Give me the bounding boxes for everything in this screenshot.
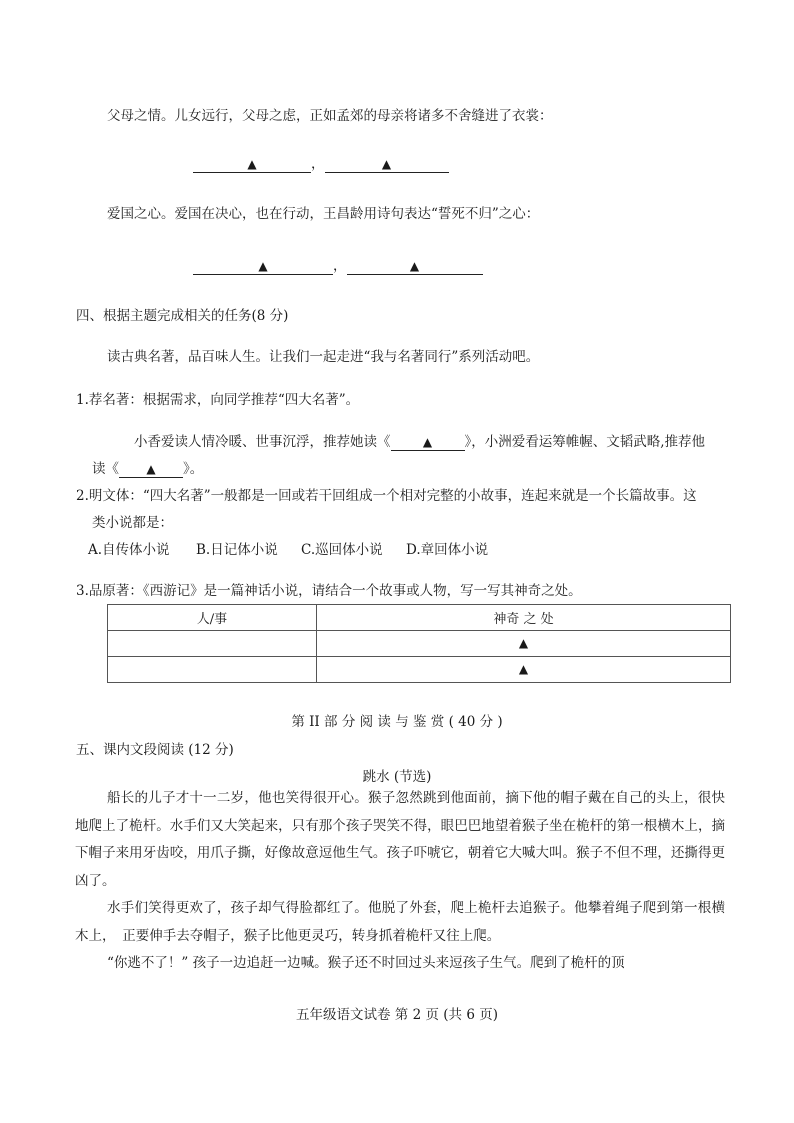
q2-line1: 2.明文体：“四大名著”一般都是一回或若干回组成一个相对完整的小故事，连起来就是一个长篇故事。这 <box>76 488 697 504</box>
q2-option-a[interactable]: A.自传体小说 <box>88 542 170 558</box>
answer-line-1 <box>193 152 449 173</box>
triangle-marker-icon: ▲ <box>247 157 257 171</box>
table-header-cell: 神奇 之 处 <box>317 605 731 631</box>
passage-paragraph-1: 船长的儿子才十一二岁，他也笑得很开心。猴子忽然跳到他面前，摘下他的帽子戴在自己的头上，很快地爬上了桅杆。水手们又大笑起来，只有那个孩子哭笑不得，眼巴巴地望着猴子坐在桅杆的第一根横木上，摘下帽子来用牙齿咬，用爪子撕，好像故意逗他生气。孩子吓唬它，朝着它大喊大叫。猴子不但不理，还撕得更凶了。 <box>75 790 725 889</box>
table-cell[interactable] <box>108 631 317 657</box>
patriotism-prompt: 爱国之心。爱国在决心，也在行动，王昌龄用诗句表达“誓死不归”之心： <box>107 206 540 222</box>
blank-1b[interactable] <box>325 156 449 173</box>
q3-title: 3.品原著：《西游记》是一篇神话小说，请结合一个故事或人物，写一写其神奇之处。 <box>76 583 582 599</box>
q3-answer-table <box>107 604 731 683</box>
q2-option-d[interactable]: D.章回体小说 <box>406 542 489 558</box>
q1-text-d: 》。 <box>183 461 204 477</box>
triangle-marker-icon: ▲ <box>381 157 392 171</box>
table-cell[interactable] <box>317 631 731 657</box>
triangle-marker-icon: ▲ <box>146 462 156 476</box>
q2-option-c[interactable]: C.巡回体小说 <box>301 542 383 558</box>
section4-heading: 四、根据主题完成相关的任务(8 分) <box>76 308 289 324</box>
q1-line1 <box>134 430 705 451</box>
book-blank-1[interactable] <box>391 434 465 451</box>
triangle-marker-icon: ▲ <box>409 259 420 273</box>
blank-2a[interactable] <box>193 258 333 275</box>
q2-line2: 类小说都是： <box>92 515 173 531</box>
passage-title: 跳水 (节选) <box>362 769 432 785</box>
table-row <box>108 657 731 683</box>
section4-intro: 读古典名著，品百味人生。让我们一起走进“我与名著同行”系列活动吧。 <box>107 349 540 365</box>
book-blank-2[interactable] <box>119 461 183 478</box>
passage-paragraph-3: “你逃不了！” 孩子一边追赶一边喊。猴子还不时回过头来逗孩子生气。爬到了桅杆的顶 <box>107 955 625 971</box>
table-header-row <box>108 605 731 631</box>
triangle-marker-icon: ▲ <box>518 636 529 650</box>
q1-text-a: 小香爱读人情冷暖、世事沉浮，推荐她读《 <box>134 434 391 450</box>
table-cell[interactable] <box>317 657 731 683</box>
page-footer: 五年级语文试卷 第 2 页 (共 6 页) <box>296 1007 498 1023</box>
q1-title: 1.荐名著：根据需求，向同学推荐“四大名著”。 <box>76 392 360 408</box>
answer-line-2 <box>193 254 483 275</box>
comma: ， <box>311 156 325 172</box>
blank-1a[interactable] <box>193 156 311 173</box>
q1-text-b: 》，小洲爱看运筹帷幄、文韬武略,推荐他 <box>464 434 706 450</box>
table-cell[interactable] <box>108 657 317 683</box>
table-header-cell: 人/事 <box>108 605 317 631</box>
parents-love-prompt: 父母之情。儿女远行，父母之虑，正如孟郊的母亲将诸多不舍缝进了衣裳： <box>107 108 553 124</box>
q2-option-b[interactable]: B.日记体小说 <box>196 542 278 558</box>
q1-line2 <box>92 457 203 478</box>
comma: ， <box>333 258 347 274</box>
q1-text-c: 读《 <box>92 461 119 477</box>
passage-paragraph-2: 水手们笑得更欢了，孩子却气得脸都红了。他脱了外套，爬上桅杆去追猴子。他攀着绳子爬到第一根横木上， 正要伸手去夺帽子，猴子比他更灵巧，转身抓着桅杆又往上爬。 <box>75 900 725 944</box>
blank-2b[interactable] <box>347 258 483 275</box>
table-row <box>108 631 731 657</box>
section5-heading: 五、课内文段阅读 (12 分) <box>76 742 234 758</box>
triangle-marker-icon: ▲ <box>258 259 268 273</box>
triangle-marker-icon: ▲ <box>518 662 529 676</box>
triangle-marker-icon: ▲ <box>422 435 433 449</box>
part2-heading: 第 II 部 分 阅 读 与 鉴 赏 ( 40 分 ) <box>291 714 503 730</box>
